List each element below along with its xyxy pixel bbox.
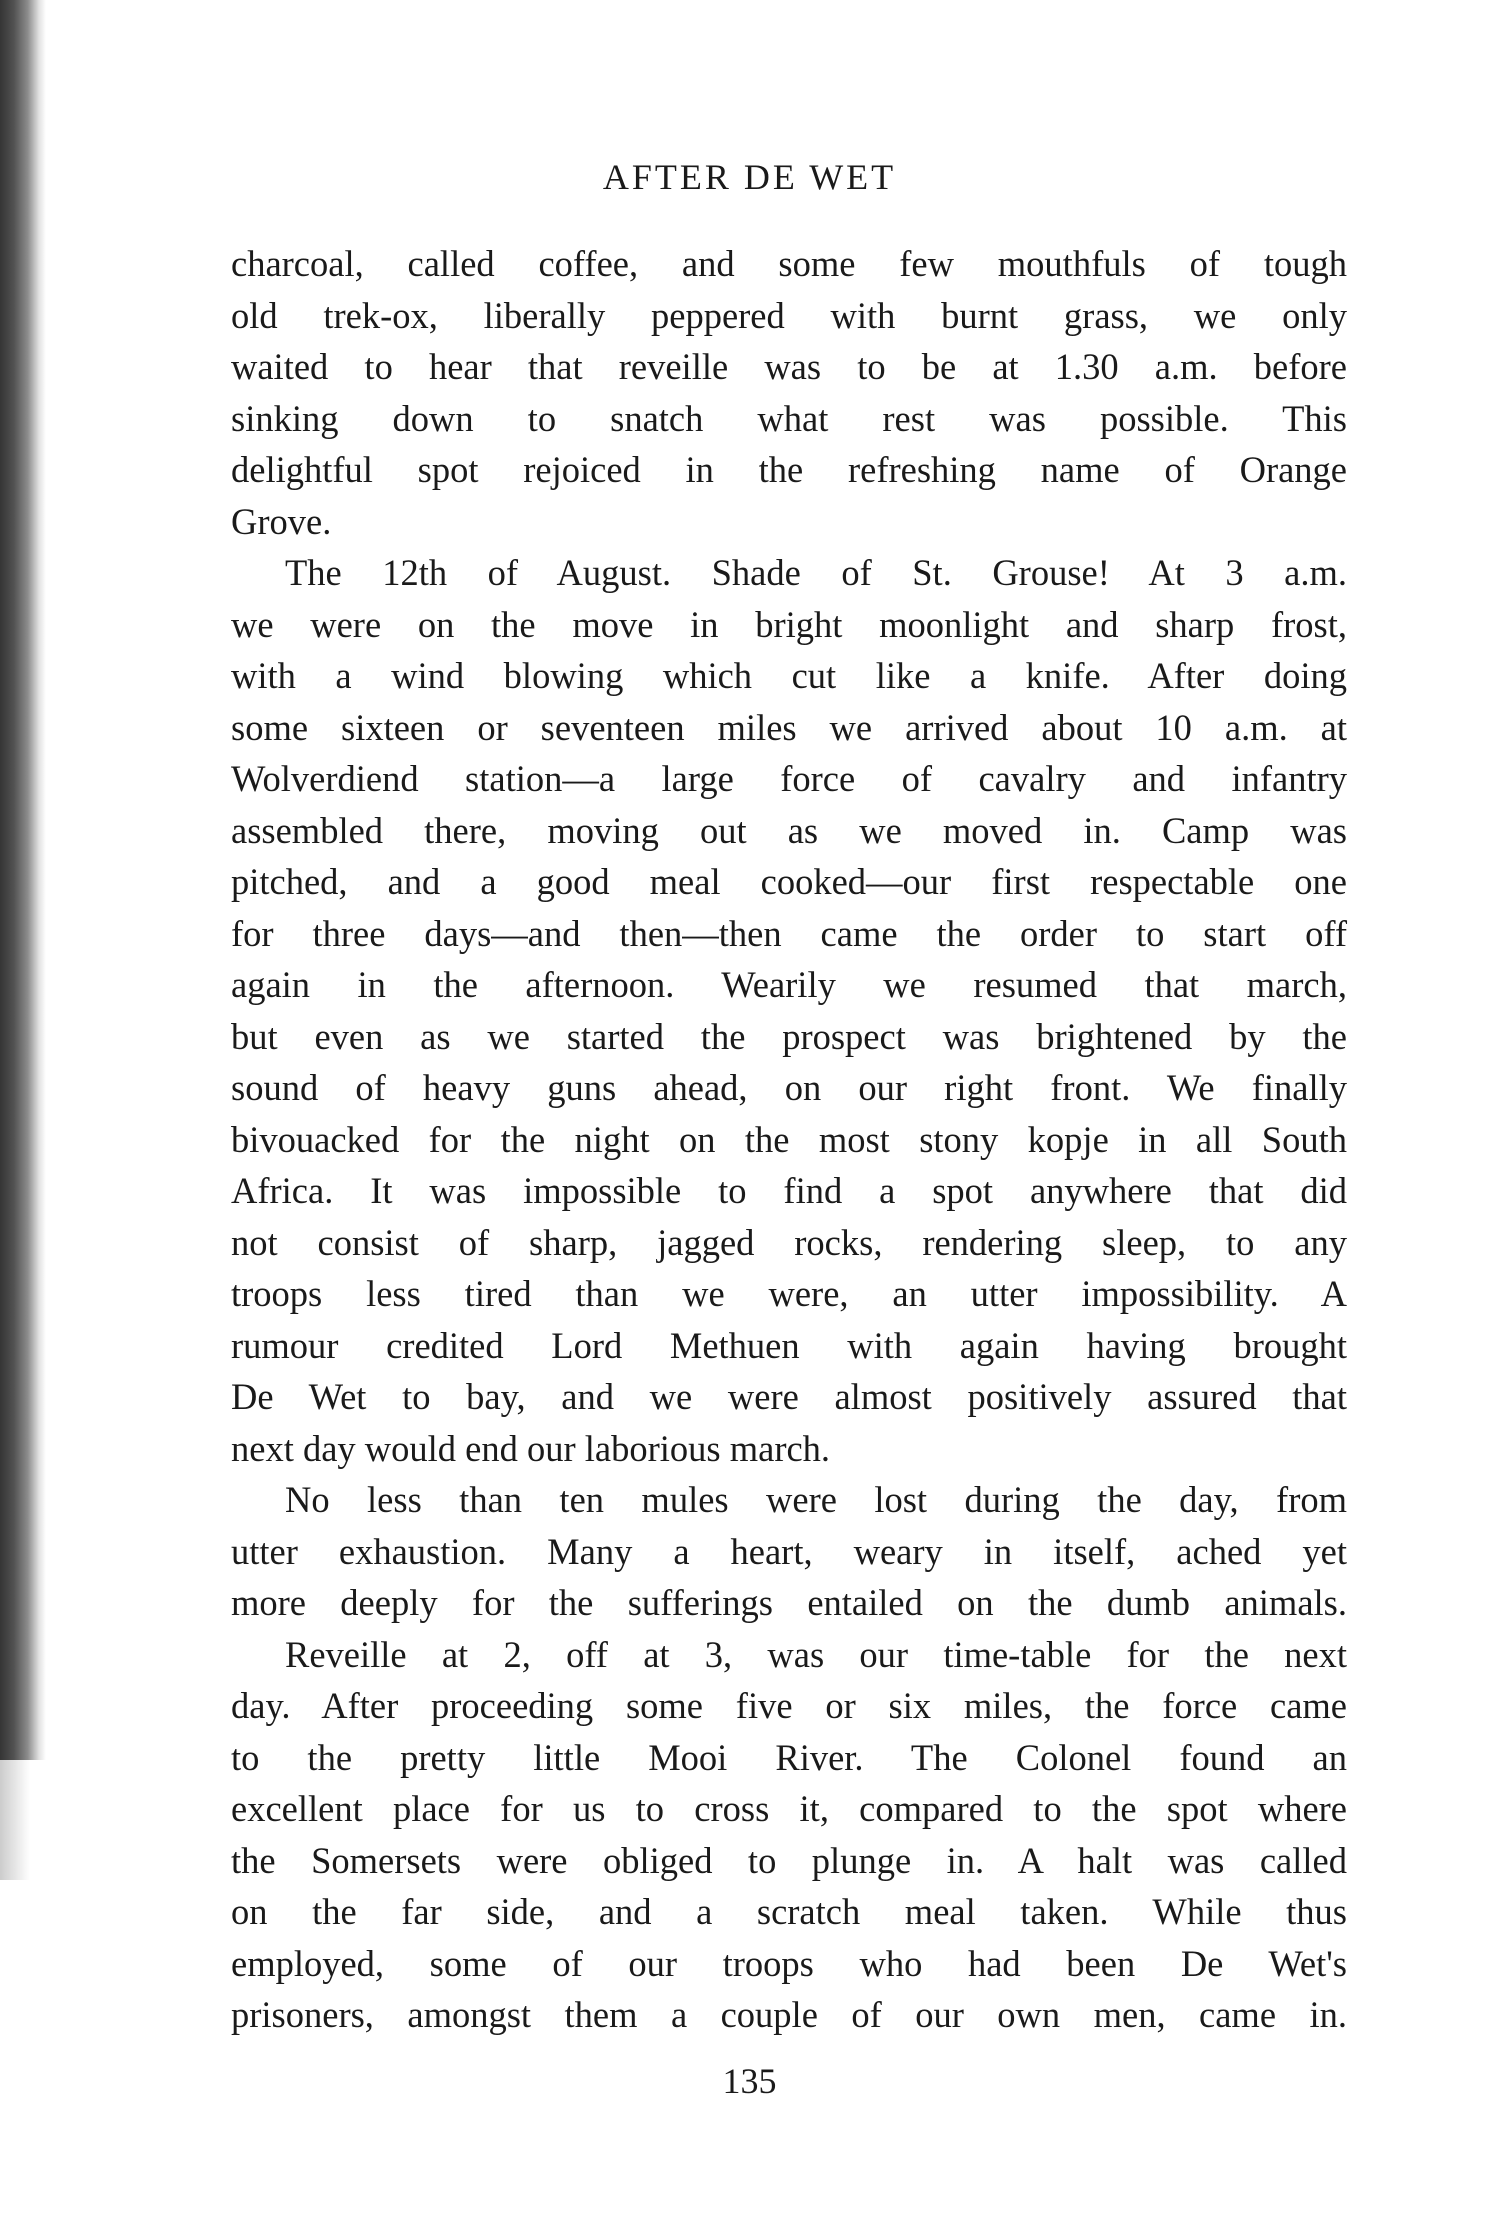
text-line: we were on the move in bright moonlight and sharp frost,	[231, 603, 1347, 645]
text-line: waited to hear that reveille was to be at 1.30 a.m. before	[231, 346, 1347, 387]
text-line: with a wind blowing which cut like a knife. After doing	[231, 655, 1347, 696]
text-line: Wolverdiend station—a large force of cavalry and infantry	[231, 758, 1347, 799]
text-line: but even as we started the prospect was brightened by the	[231, 1015, 1347, 1057]
page-number: 135	[722, 2061, 777, 2101]
text-line: delightful spot rejoiced in the refreshing name of Orange	[231, 449, 1347, 490]
text-line: excellent place for us to cross it, compared to the spot where	[231, 1788, 1347, 1829]
running-head: AFTER DE WET	[602, 157, 897, 197]
text-line: bivouacked for the night on the most stony kopje in all South	[231, 1118, 1347, 1160]
text-line: troops less tired than we were, an utter impossibility. A	[231, 1273, 1347, 1314]
text-line: for three days—and then—then came the order to start off	[231, 912, 1347, 954]
text-line: to the pretty little Mooi River. The Colonel found an	[231, 1736, 1347, 1778]
text-line: employed, some of our troops who had been De Wet's	[231, 1942, 1347, 1984]
text-line: sinking down to snatch what rest was possible. This	[231, 397, 1347, 439]
text-line: prisoners, amongst them a couple of our own men, came in.	[231, 1994, 1347, 2035]
text-line: charcoal, called coffee, and some few mouthfuls of tough	[231, 243, 1347, 284]
text-line: pitched, and a good meal cooked—our first respectable one	[231, 861, 1347, 902]
text-line: on the far side, and a scratch meal taken. While thus	[231, 1891, 1347, 1932]
text-line: rumour credited Lord Methuen with again having brought	[231, 1324, 1347, 1366]
text-line: assembled there, moving out as we moved in. Camp was	[231, 809, 1347, 851]
text-line: not consist of sharp, jagged rocks, rendering sleep, to any	[231, 1221, 1347, 1263]
text-line: Reveille at 2, off at 3, was our time-table for the next	[285, 1633, 1347, 1675]
text-line: next day would end our laborious march.	[231, 1427, 831, 1469]
text-line: some sixteen or seventeen miles we arrived about 10 a.m. at	[231, 706, 1347, 748]
text-line: utter exhaustion. Many a heart, weary in itself, ached yet	[231, 1530, 1347, 1572]
text-line: Grove.	[231, 500, 332, 542]
text-line: day. After proceeding some five or six miles, the force came	[231, 1685, 1347, 1726]
text-line: No less than ten mules were lost during the day, from	[285, 1479, 1347, 1520]
text-line: Africa. It was impossible to find a spot anywhere that did	[231, 1170, 1347, 1211]
text-line: old trek-ox, liberally peppered with burnt grass, we only	[231, 294, 1347, 336]
body-text	[231, 238, 1347, 2041]
page-binding-shadow-lower	[0, 1760, 30, 1880]
text-line: De Wet to bay, and we were almost positively assured that	[231, 1376, 1347, 1417]
text-line: again in the afternoon. Wearily we resumed that march,	[231, 964, 1347, 1005]
text-line: sound of heavy guns ahead, on our right front. We finally	[231, 1067, 1347, 1108]
text-line: The 12th of August. Shade of St. Grouse! At 3 a.m.	[285, 552, 1347, 593]
text-line: more deeply for the sufferings entailed on the dumb animals.	[231, 1582, 1347, 1623]
page-binding-shadow	[0, 0, 46, 1760]
text-line: the Somersets were obliged to plunge in. A halt was called	[231, 1839, 1347, 1881]
